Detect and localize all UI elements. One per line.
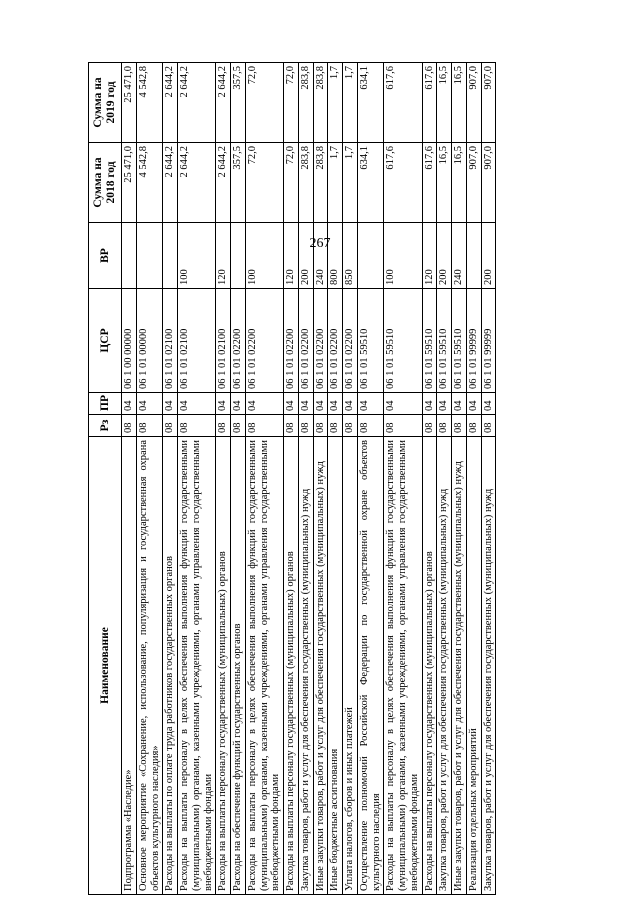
table-row <box>422 63 437 895</box>
cell-name: Расходы на выплаты персоналу государственных (муниципальных) органов <box>284 437 299 895</box>
cell-csr: 06 1 01 59510 <box>452 289 467 393</box>
rotated-table-area <box>88 63 636 895</box>
table-row <box>136 63 163 895</box>
cell-sum-2019: 617,6 <box>422 63 437 143</box>
cell-csr: 06 1 01 59510 <box>437 289 452 393</box>
cell-sum-2018: 634,1 <box>357 143 384 223</box>
cell-name: Иные бюджетные ассигнования <box>328 437 343 895</box>
cell-vr: 100 <box>178 223 216 289</box>
cell-csr: 06 1 01 02200 <box>343 289 358 393</box>
cell-sum-2018: 16,5 <box>437 143 452 223</box>
cell-name: Расходы на выплаты персоналу в целях обеспечения выполнения функций государственными (муниципальными) органами, казенными учреждениями, органами управления государственными внебюджетными фондами <box>384 437 422 895</box>
table-row <box>328 63 343 895</box>
cell-sum-2019: 1,7 <box>328 63 343 143</box>
cell-sum-2018: 907,0 <box>466 143 481 223</box>
cell-pr: 04 <box>343 393 358 415</box>
cell-vr: 120 <box>284 223 299 289</box>
cell-name: Расходы на обеспечение функций государственных органов <box>231 437 246 895</box>
cell-rz: 08 <box>163 415 178 437</box>
header-rz: Рз <box>89 415 122 437</box>
table-row <box>437 63 452 895</box>
table-row <box>313 63 328 895</box>
cell-csr: 06 1 00 00000 <box>122 289 137 393</box>
cell-sum-2018: 1,7 <box>328 143 343 223</box>
cell-rz: 08 <box>136 415 163 437</box>
cell-sum-2018: 283,8 <box>313 143 328 223</box>
cell-sum-2019: 4 542,8 <box>136 63 163 143</box>
cell-sum-2019: 2 644,2 <box>163 63 178 143</box>
cell-rz: 08 <box>481 415 496 437</box>
cell-rz: 08 <box>284 415 299 437</box>
cell-sum-2019: 357,5 <box>231 63 246 143</box>
cell-csr: 06 1 01 59510 <box>384 289 422 393</box>
cell-csr: 06 1 01 99999 <box>481 289 496 393</box>
cell-pr: 04 <box>216 393 231 415</box>
cell-pr: 04 <box>284 393 299 415</box>
cell-sum-2019: 72,0 <box>245 63 283 143</box>
cell-name: Закупка товаров, работ и услуг для обеспечения государственных (муниципальных) нужд <box>437 437 452 895</box>
cell-sum-2019: 2 644,2 <box>216 63 231 143</box>
cell-csr: 06 1 01 59510 <box>422 289 437 393</box>
cell-rz: 08 <box>298 415 313 437</box>
cell-pr: 04 <box>298 393 313 415</box>
cell-pr: 04 <box>328 393 343 415</box>
cell-sum-2019: 1,7 <box>343 63 358 143</box>
cell-name: Расходы на выплаты персоналу государственных (муниципальных) органов <box>216 437 231 895</box>
cell-rz: 08 <box>216 415 231 437</box>
cell-rz: 08 <box>422 415 437 437</box>
cell-name: Расходы на выплаты персоналу государственных (муниципальных) органов <box>422 437 437 895</box>
cell-sum-2018: 1,7 <box>343 143 358 223</box>
table-row <box>216 63 231 895</box>
table-row <box>178 63 216 895</box>
cell-sum-2018: 2 644,2 <box>178 143 216 223</box>
cell-sum-2018: 4 542,8 <box>136 143 163 223</box>
cell-rz: 08 <box>452 415 467 437</box>
cell-sum-2018: 72,0 <box>284 143 299 223</box>
cell-sum-2019: 16,5 <box>452 63 467 143</box>
cell-name: Осуществление полномочий Российской Федерации по государственной охране объектов культурного наследия <box>357 437 384 895</box>
cell-vr: 120 <box>422 223 437 289</box>
table-row <box>245 63 283 895</box>
cell-csr: 06 1 01 00000 <box>136 289 163 393</box>
cell-vr <box>136 223 163 289</box>
cell-sum-2019: 907,0 <box>481 63 496 143</box>
cell-sum-2018: 16,5 <box>452 143 467 223</box>
cell-csr: 06 1 01 02100 <box>163 289 178 393</box>
cell-name: Подпрограмма «Наследие» <box>122 437 137 895</box>
cell-pr: 04 <box>384 393 422 415</box>
header-sum-2018: Сумма на 2018 год <box>89 143 122 223</box>
cell-rz: 08 <box>313 415 328 437</box>
cell-vr <box>357 223 384 289</box>
cell-rz: 08 <box>357 415 384 437</box>
cell-sum-2018: 283,8 <box>298 143 313 223</box>
cell-name: Закупка товаров, работ и услуг для обеспечения государственных (муниципальных) нужд <box>481 437 496 895</box>
cell-name: Уплата налогов, сборов и иных платежей <box>343 437 358 895</box>
table-row <box>481 63 496 895</box>
header-pr: ПР <box>89 393 122 415</box>
cell-rz: 08 <box>122 415 137 437</box>
cell-vr: 100 <box>384 223 422 289</box>
header-sum-2019: Сумма на 2019 год <box>89 63 122 143</box>
table-row <box>231 63 246 895</box>
table-row <box>343 63 358 895</box>
cell-sum-2019: 2 644,2 <box>178 63 216 143</box>
cell-rz: 08 <box>343 415 358 437</box>
cell-pr: 04 <box>245 393 283 415</box>
cell-vr: 200 <box>298 223 313 289</box>
cell-sum-2018: 2 644,2 <box>216 143 231 223</box>
cell-name: Расходы на выплаты персоналу в целях обеспечения выполнения функций государственными (муниципальными) органами, казенными учреждениями, органами управления государственными внебюджетными фондами <box>245 437 283 895</box>
cell-pr: 04 <box>178 393 216 415</box>
cell-pr: 04 <box>452 393 467 415</box>
cell-vr: 200 <box>481 223 496 289</box>
cell-pr: 04 <box>231 393 246 415</box>
cell-pr: 04 <box>357 393 384 415</box>
cell-rz: 08 <box>231 415 246 437</box>
cell-sum-2019: 907,0 <box>466 63 481 143</box>
table-row <box>384 63 422 895</box>
cell-csr: 06 1 01 02200 <box>245 289 283 393</box>
table-row <box>122 63 137 895</box>
cell-pr: 04 <box>136 393 163 415</box>
cell-pr: 04 <box>481 393 496 415</box>
header-name: Наименование <box>89 437 122 895</box>
cell-vr: 850 <box>343 223 358 289</box>
cell-csr: 06 1 01 59510 <box>357 289 384 393</box>
table-row <box>466 63 481 895</box>
header-vr: ВР <box>89 223 122 289</box>
cell-sum-2019: 72,0 <box>284 63 299 143</box>
cell-sum-2018: 25 471,0 <box>122 143 137 223</box>
cell-vr: 100 <box>245 223 283 289</box>
cell-sum-2018: 357,5 <box>231 143 246 223</box>
cell-rz: 08 <box>384 415 422 437</box>
cell-rz: 08 <box>328 415 343 437</box>
table-row <box>452 63 467 895</box>
table-wrapper <box>88 63 636 895</box>
cell-vr: 120 <box>216 223 231 289</box>
cell-vr <box>122 223 137 289</box>
cell-csr: 06 1 01 02100 <box>216 289 231 393</box>
cell-sum-2019: 634,1 <box>357 63 384 143</box>
table-row <box>298 63 313 895</box>
cell-name: Иные закупки товаров, работ и услуг для обеспечения государственных (муниципальных) нужд <box>452 437 467 895</box>
cell-pr: 04 <box>466 393 481 415</box>
cell-csr: 06 1 01 99999 <box>466 289 481 393</box>
cell-vr: 240 <box>452 223 467 289</box>
table-row <box>284 63 299 895</box>
cell-name: Реализация отдельных мероприятий <box>466 437 481 895</box>
cell-vr <box>163 223 178 289</box>
cell-pr: 04 <box>313 393 328 415</box>
cell-sum-2018: 2 644,2 <box>163 143 178 223</box>
cell-vr: 240 <box>313 223 328 289</box>
cell-vr <box>231 223 246 289</box>
cell-name: Расходы на выплаты персоналу в целях обеспечения выполнения функций государственными (муниципальными) органами, казенными учреждениями, органами управления государственными внебюджетными фондами <box>178 437 216 895</box>
cell-csr: 06 1 01 02200 <box>284 289 299 393</box>
cell-name: Расходы на выплаты по оплате труда работников государственных органов <box>163 437 178 895</box>
budget-table <box>88 62 496 895</box>
cell-vr: 200 <box>437 223 452 289</box>
table-row <box>357 63 384 895</box>
cell-sum-2018: 72,0 <box>245 143 283 223</box>
cell-vr <box>466 223 481 289</box>
cell-rz: 08 <box>466 415 481 437</box>
cell-sum-2019: 25 471,0 <box>122 63 137 143</box>
cell-rz: 08 <box>245 415 283 437</box>
header-csr: ЦСР <box>89 289 122 393</box>
table-body <box>122 63 496 895</box>
table-row <box>163 63 178 895</box>
cell-rz: 08 <box>178 415 216 437</box>
cell-name: Закупка товаров, работ и услуг для обеспечения государственных (муниципальных) нужд <box>298 437 313 895</box>
cell-sum-2018: 617,6 <box>384 143 422 223</box>
cell-pr: 04 <box>437 393 452 415</box>
cell-sum-2019: 617,6 <box>384 63 422 143</box>
cell-sum-2018: 907,0 <box>481 143 496 223</box>
cell-csr: 06 1 01 02200 <box>328 289 343 393</box>
cell-rz: 08 <box>437 415 452 437</box>
cell-pr: 04 <box>422 393 437 415</box>
cell-csr: 06 1 01 02200 <box>313 289 328 393</box>
cell-sum-2019: 16,5 <box>437 63 452 143</box>
cell-vr: 800 <box>328 223 343 289</box>
cell-pr: 04 <box>163 393 178 415</box>
page-number: 267 <box>309 236 331 251</box>
cell-sum-2019: 283,8 <box>298 63 313 143</box>
cell-csr: 06 1 01 02200 <box>298 289 313 393</box>
cell-name: Иные закупки товаров, работ и услуг для обеспечения государственных (муниципальных) нужд <box>313 437 328 895</box>
cell-name: Основное мероприятие «Сохранение, использование, популяризация и государственная охрана объектов культурного наследия» <box>136 437 163 895</box>
cell-csr: 06 1 01 02100 <box>178 289 216 393</box>
table-header-row <box>89 63 122 895</box>
cell-pr: 04 <box>122 393 137 415</box>
cell-csr: 06 1 01 02200 <box>231 289 246 393</box>
cell-sum-2019: 283,8 <box>313 63 328 143</box>
cell-sum-2018: 617,6 <box>422 143 437 223</box>
